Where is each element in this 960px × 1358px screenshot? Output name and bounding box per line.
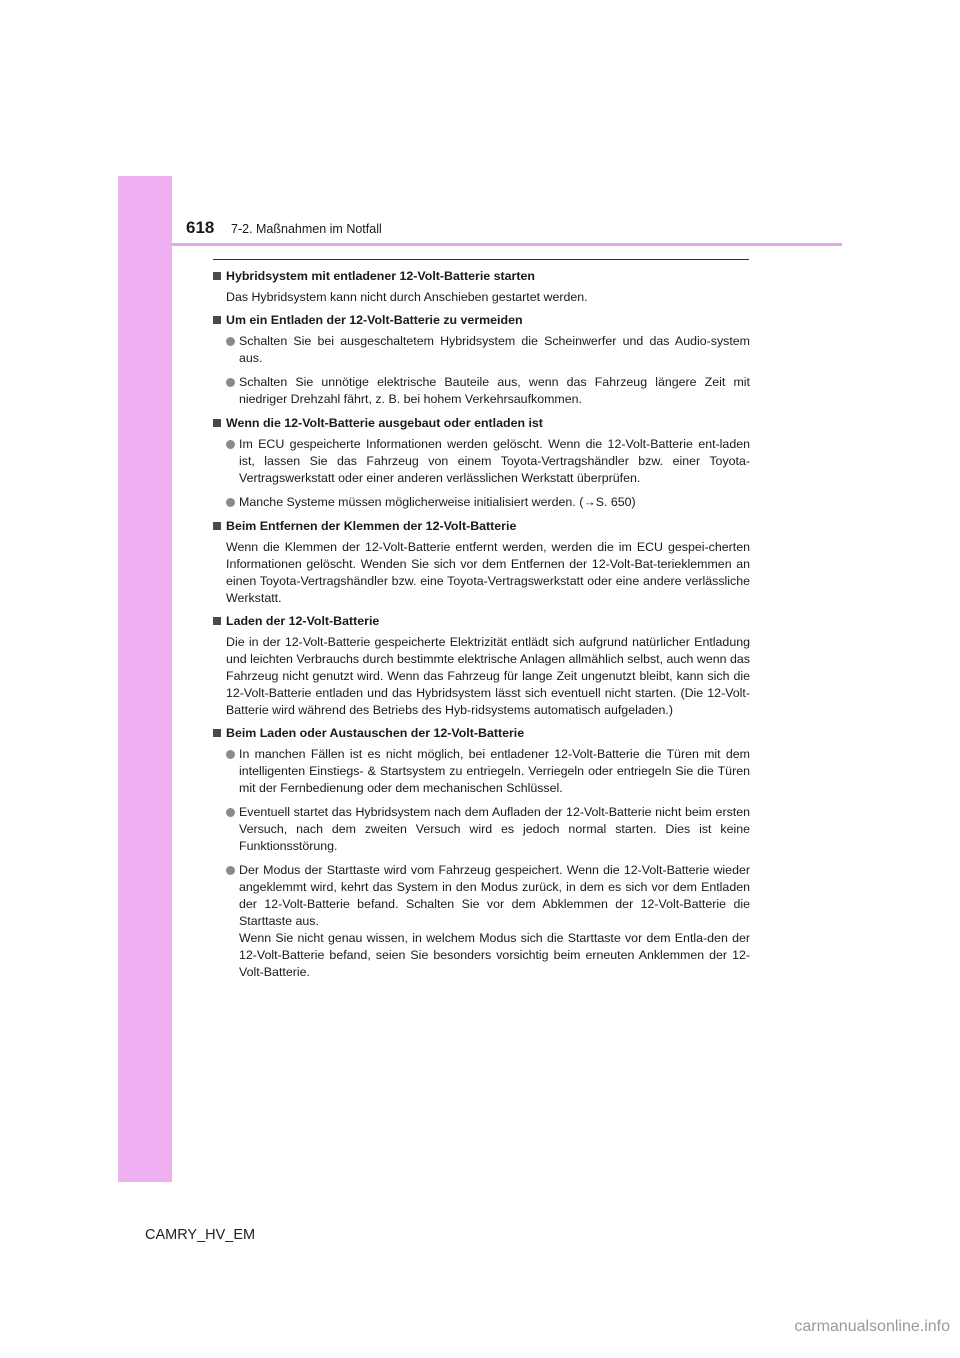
- section-2: [213, 312, 750, 408]
- bullet-item: [213, 374, 750, 408]
- section-4: [213, 518, 750, 607]
- square-bullet-icon: [213, 272, 221, 280]
- circle-bullet-icon: [226, 498, 235, 507]
- header-rule: [172, 243, 842, 246]
- page-number: 618: [186, 218, 215, 237]
- document-code: CAMRY_HV_EM: [145, 1227, 256, 1243]
- bullet-text: In manchen Fällen ist es nicht möglich, bei entladener 12-Volt-Batterie die Türen mit dem intelligenten Einstiegs- & Startsystem zu entriegeln. Verriegeln oder entriegeln Sie die Türen mit der Fernbedienung oder dem mechanischen Schlüssel.: [239, 747, 750, 795]
- section-title: [213, 725, 750, 742]
- square-bullet-icon: [213, 617, 221, 625]
- section-label: 7-2. Maßnahmen im Notfall: [231, 222, 382, 236]
- section-title-text: Um ein Entladen der 12-Volt-Batterie zu vermeiden: [226, 313, 523, 327]
- section-paragraph: Das Hybridsystem kann nicht durch Anschieben gestartet werden.: [226, 290, 588, 304]
- section-title: [213, 415, 750, 432]
- square-bullet-icon: [213, 729, 221, 737]
- bullet-item: [213, 862, 750, 981]
- circle-bullet-icon: [226, 378, 235, 387]
- section-title: [213, 518, 750, 535]
- bullet-item: [213, 804, 750, 855]
- section-5: [213, 613, 750, 719]
- circle-bullet-icon: [226, 337, 235, 346]
- section-title-text: Beim Laden oder Austauschen der 12-Volt-Batterie: [226, 726, 525, 740]
- bullet-item: [213, 333, 750, 367]
- section-title-text: Hybridsystem mit entladener 12-Volt-Batterie starten: [226, 269, 535, 283]
- square-bullet-icon: [213, 316, 221, 324]
- section-3: [213, 415, 750, 511]
- bullet-text: Eventuell startet das Hybridsystem nach dem Aufladen der 12-Volt-Batterie nicht beim ersten Versuch, nach dem zweiten Versuch wird es jedoch normal starten. Dies ist keine Funktionsstörung.: [239, 805, 750, 853]
- circle-bullet-icon: [226, 750, 235, 759]
- circle-bullet-icon: [226, 866, 235, 875]
- circle-bullet-icon: [226, 440, 235, 449]
- section-paragraph: Die in der 12-Volt-Batterie gespeicherte Elektrizität entlädt sich aufgrund natürlicher Entladung und leichten Verbrauchs durch bestimmte elektrische Anlagen allmählich selbst, auch wenn das Fahrzeug nicht genutzt wird. Wenn das Fahrzeug für lange Zeit ungenutzt bleibt, kann sich die 12-Volt-Batterie entladen und das Hybridsystem lässt sich eventuell nicht starten. (Die 12-Volt-Batterie wird während des Betriebs des Hyb-ridsystems automatisch aufgeladen.): [226, 635, 750, 717]
- section-title: [213, 268, 750, 285]
- bullet-text: Der Modus der Starttaste wird vom Fahrzeug gespeichert. Wenn die 12-Volt-Batterie wieder angeklemmt wird, kehrt das System in den Modus zurück, in dem es sich vor dem Entladen der 12-Volt-Batterie befand. Schalten Sie vor dem Abklemmen der 12-Volt-Batterie die Starttaste aus. Wenn Sie nicht genau wissen, in welchem Modus sich die Starttaste vor dem Entla-den der 12-Volt-Batterie befand, seien Sie besonders vorsichtig beim erneuten Anklemmen der 12-Volt-Batterie.: [239, 863, 750, 979]
- section-title-text: Wenn die 12-Volt-Batterie ausgebaut oder entladen ist: [226, 416, 543, 430]
- bullet-text: Im ECU gespeicherte Informationen werden gelöscht. Wenn die 12-Volt-Batterie ent-laden ist, lassen Sie das Fahrzeug von einem Toyota-Vertragshändler bzw. einer Toyota-Vertragswerkstatt oder einer anderen verlässlichen Werkstatt überprüfen.: [239, 437, 750, 485]
- section-paragraph: Wenn die Klemmen der 12-Volt-Batterie entfernt werden, werden die im ECU gespei-cherten Informationen gelöscht. Wenden Sie sich vor dem Entfernen der 12-Volt-Bat-terieklemmen an einen Toyota-Vertragshändler bzw. eine Toyota-Vertragswerkstatt oder eine andere verlässliche Werkstatt.: [226, 540, 750, 605]
- side-tab-band: [118, 176, 172, 1182]
- square-bullet-icon: [213, 522, 221, 530]
- bullet-item: [213, 494, 750, 511]
- section-title-text: Laden der 12-Volt-Batterie: [226, 614, 380, 628]
- bullet-text: Schalten Sie bei ausgeschaltetem Hybridsystem die Scheinwerfer und das Audio-system aus.: [239, 334, 750, 365]
- section-title: [213, 312, 750, 329]
- circle-bullet-icon: [226, 808, 235, 817]
- section-1: [213, 268, 750, 306]
- section-6: [213, 725, 750, 981]
- square-bullet-icon: [213, 419, 221, 427]
- content-rule: [213, 259, 749, 260]
- bullet-text: Schalten Sie unnötige elektrische Bauteile aus, wenn das Fahrzeug längere Zeit mit niedriger Drehzahl fährt, z. B. bei hohem Verkehrsaufkommen.: [239, 375, 750, 406]
- bullet-item: [213, 436, 750, 487]
- bullet-text: Manche Systeme müssen möglicherweise initialisiert werden. (→S. 650): [239, 495, 636, 509]
- section-title-text: Beim Entfernen der Klemmen der 12-Volt-Batterie: [226, 519, 517, 533]
- section-title: [213, 613, 750, 630]
- bullet-item: [213, 746, 750, 797]
- content-body: [213, 268, 750, 988]
- watermark: carmanualsonline.info: [794, 1318, 950, 1335]
